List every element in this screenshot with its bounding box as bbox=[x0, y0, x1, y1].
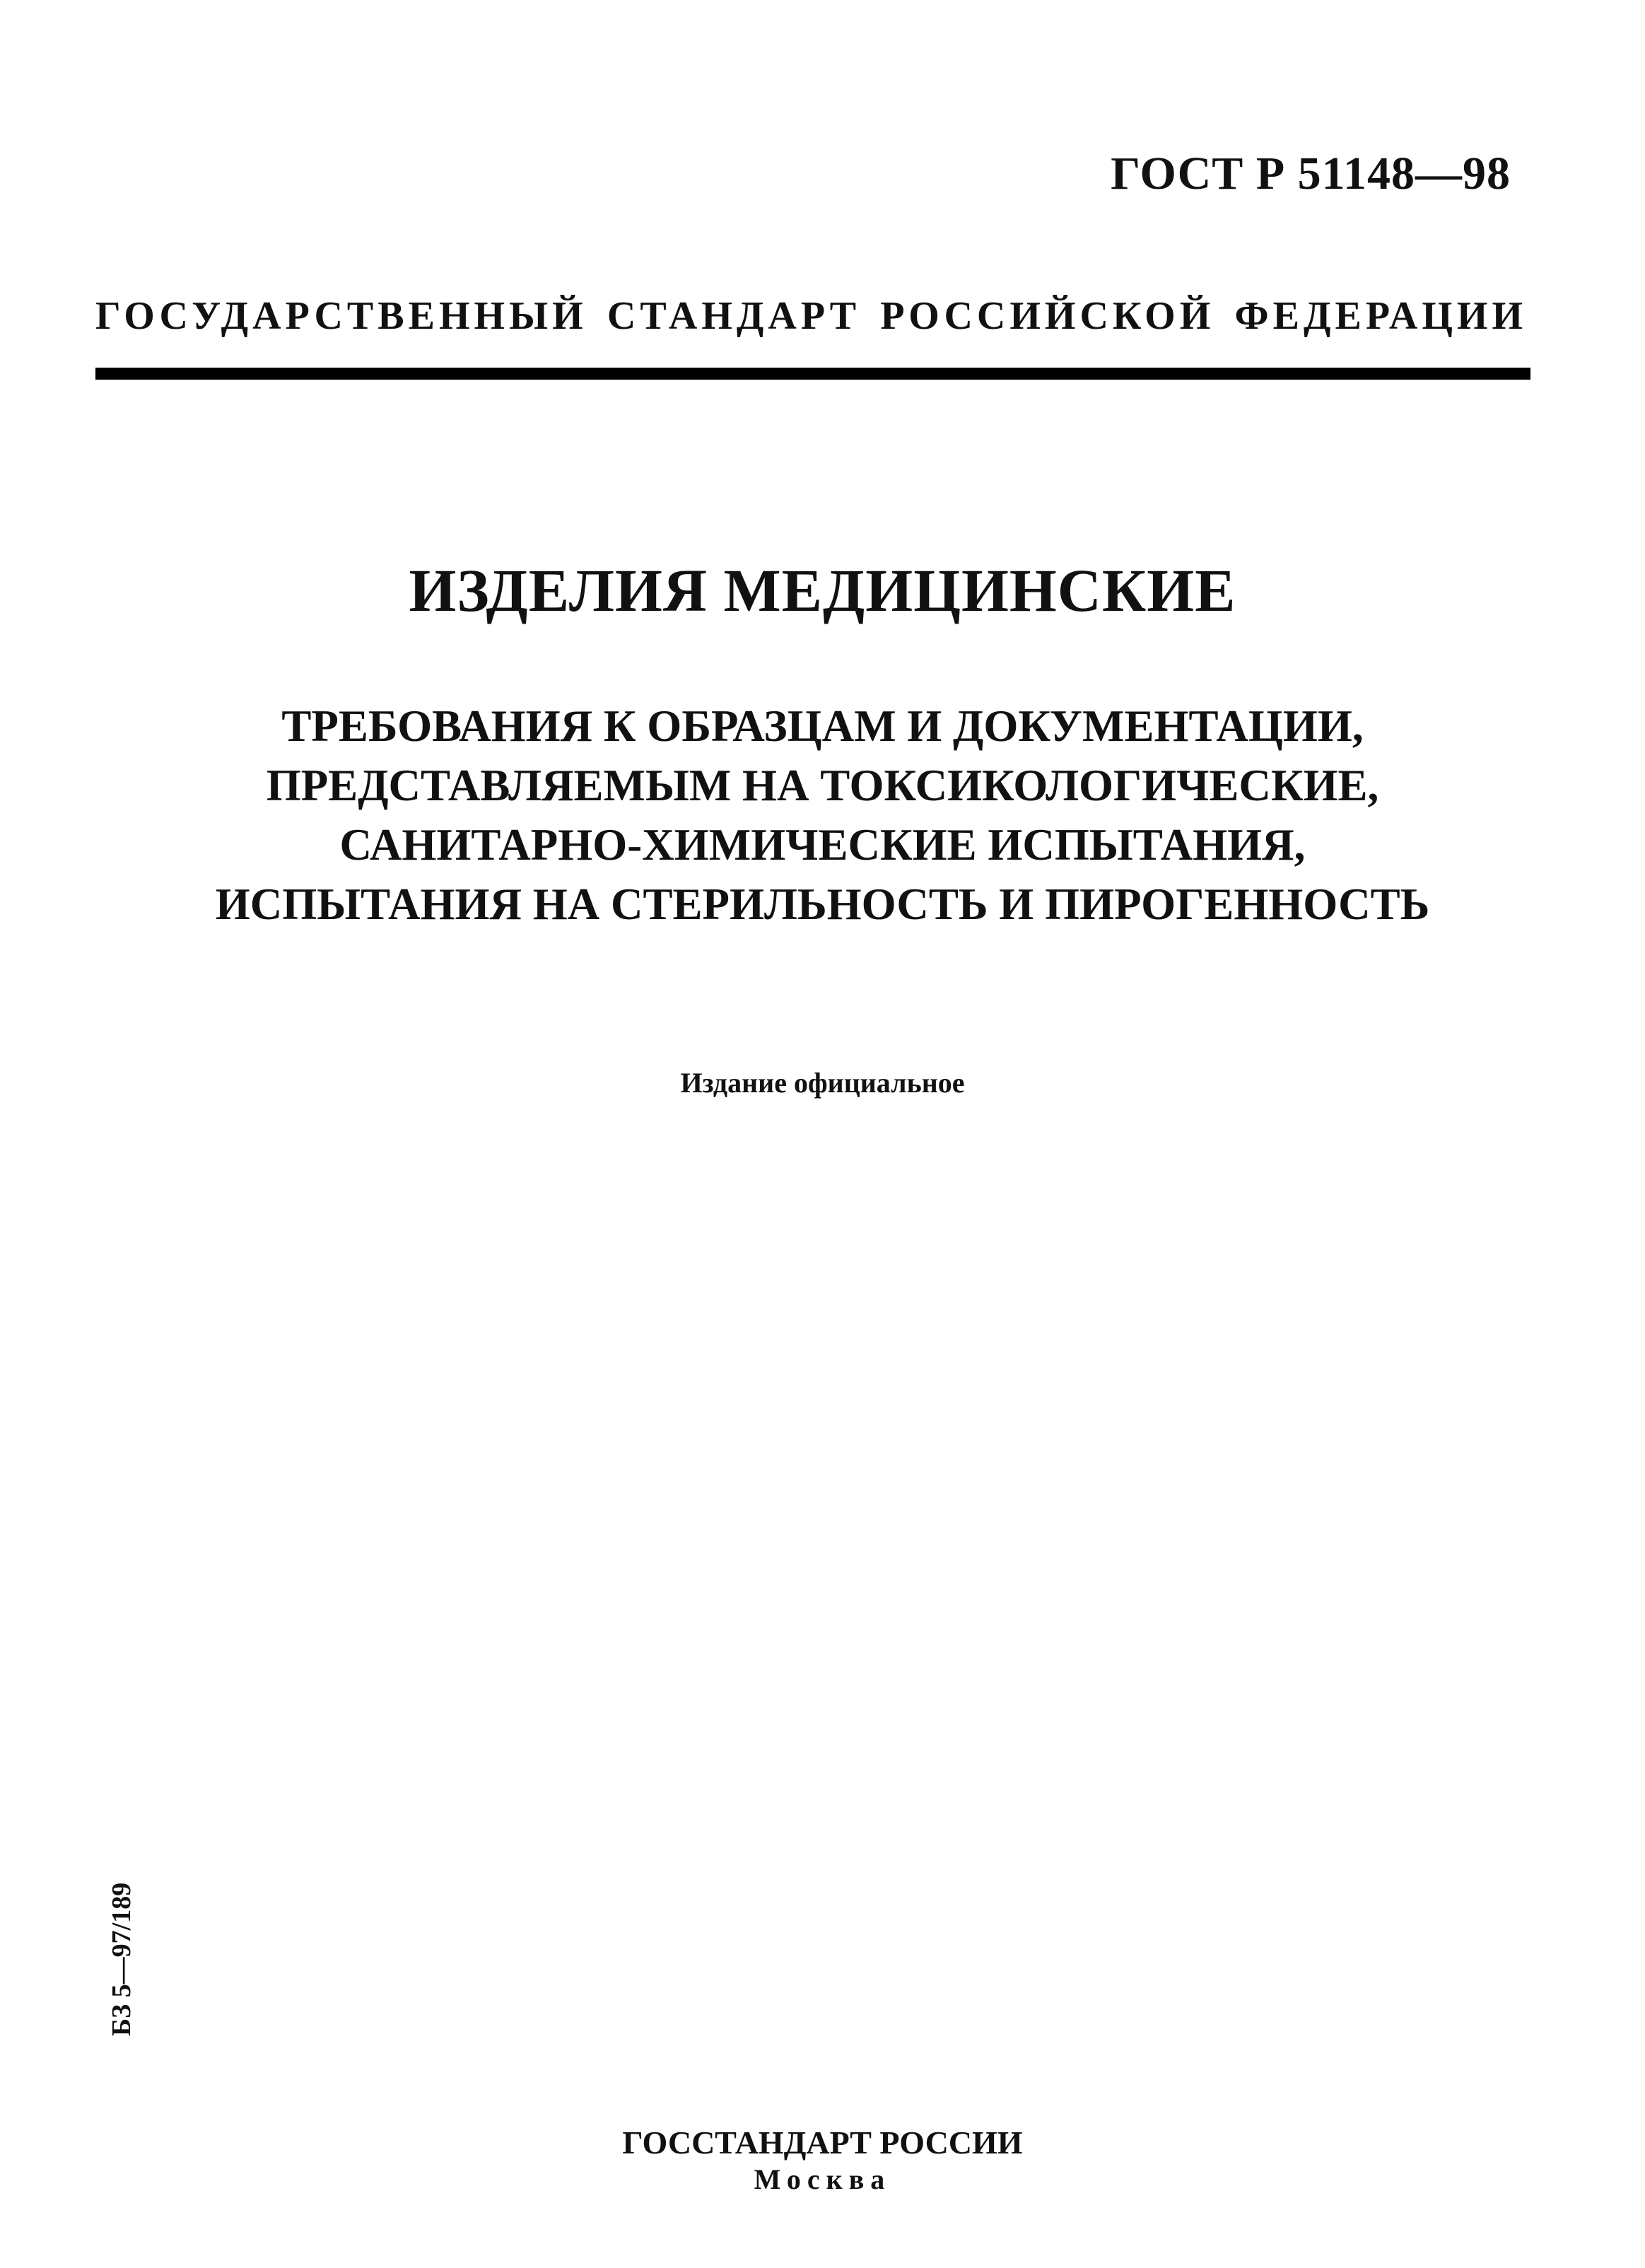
publisher-block bbox=[0, 2124, 1645, 2198]
document-number: ГОСТ Р 51148—98 bbox=[1111, 148, 1511, 199]
publisher-city: Москва bbox=[754, 2163, 891, 2195]
subtitle bbox=[0, 696, 1645, 934]
subtitle-line: ИСПЫТАНИЯ НА СТЕРИЛЬНОСТЬ И ПИРОГЕННОСТЬ bbox=[215, 879, 1430, 929]
main-title: ИЗДЕЛИЯ МЕДИЦИНСКИЕ bbox=[409, 556, 1236, 624]
subtitle-line: ПРЕДСТАВЛЯЕМЫМ НА ТОКСИКОЛОГИЧЕСКИЕ, bbox=[266, 761, 1379, 810]
publisher-name: ГОССТАНДАРТ РОССИИ bbox=[622, 2124, 1023, 2161]
state-standard-heading: ГОСУДАРСТВЕННЫЙ СТАНДАРТ РОССИЙСКОЙ ФЕДЕРАЦИИ bbox=[95, 294, 1527, 338]
subtitle-line: ТРЕБОВАНИЯ К ОБРАЗЦАМ И ДОКУМЕНТАЦИИ, bbox=[281, 701, 1364, 751]
edition-label: Издание официальное bbox=[680, 1067, 965, 1099]
header-rule bbox=[95, 368, 1530, 380]
side-code: БЗ 5—97/189 bbox=[107, 1882, 136, 2036]
subtitle-line: САНИТАРНО-ХИМИЧЕСКИЕ ИСПЫТАНИЯ, bbox=[339, 820, 1306, 870]
